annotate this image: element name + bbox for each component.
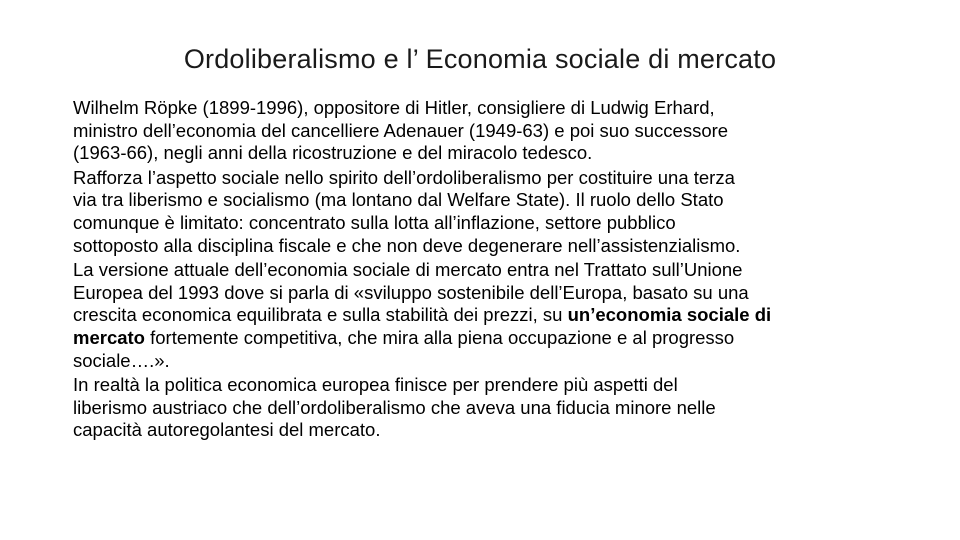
text-line: capacità autoregolantesi del mercato. [73,419,381,441]
text-line: (1963-66), negli anni della ricostruzione e del miracolo tedesco. [73,142,593,164]
text-line: La versione attuale dell’economia sociale di mercato entra nel Trattato sull’Unione [73,259,743,281]
slide-title: Ordoliberalismo e l’ Economia sociale di mercato [183,44,777,74]
bold-text-run: un’economia sociale di [567,304,772,326]
text-line: sociale….». [73,349,170,371]
text-line: comunque è limitato: concentrato sulla lotta all’inflazione, settore pubblico [73,211,676,233]
text-line: Rafforza l’aspetto sociale nello spirito dell’ordoliberalismo per costituire una terza [73,166,735,188]
text-line: In realtà la politica economica europea finisce per prendere più aspetti del [73,374,678,396]
text-line: ministro dell’economia del cancelliere Adenauer (1949-63) e poi suo successore [73,119,729,141]
text-run: fortemente competitiva, che mira alla piena occupazione e al progresso [144,326,735,348]
slide-body [73,97,903,442]
paragraph-treaty [73,259,903,372]
bold-text-run: mercato [73,326,145,348]
text-line: liberismo austriaco che dell’ordoliberalismo che aveva una fiducia minore nelle [73,396,716,418]
paragraph-reality [73,374,903,442]
text-line: via tra liberismo e socialismo (ma lontano dal Welfare State). Il ruolo dello Stato [73,189,724,211]
text-line: Europea del 1993 dove si parla di «sviluppo sostenibile dell’Europa, basato su una [73,281,749,303]
text-line: Wilhelm Röpke (1899-1996), oppositore di Hitler, consigliere di Ludwig Erhard, [73,97,715,118]
text-line [73,304,903,327]
text-run: crescita economica equilibrata e sulla stabilità dei prezzi, su [73,304,568,326]
text-line [73,327,903,350]
text-line: sottoposto alla disciplina fiscale e che non deve degenerare nell’assistenzialismo. [73,234,741,256]
paragraph-ropke [73,97,903,165]
paragraph-social-aspect [73,167,903,257]
